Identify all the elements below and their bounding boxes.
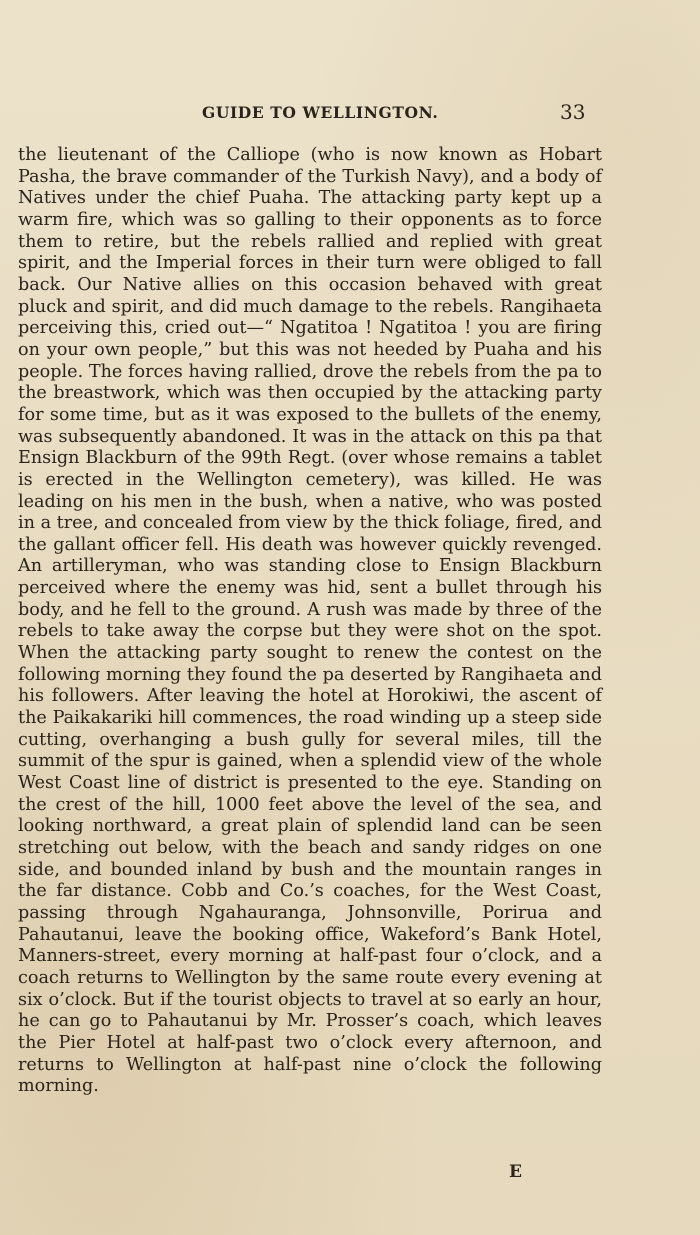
- signature-mark: E: [509, 1162, 522, 1182]
- body-paragraph: the lieutenant of the Calliope (who is now known as Hobart Pasha, the brave commander of the Turkish Navy), and a body of Natives under the chief Puaha. The attacking party kept up a warm fire, which was so galling to their opponents as to force them to retire, but the rebels rallied and replied with great spirit, and the Imperial forces in their turn were obliged to fall back. Our Native allies on this occasion behaved with great pluck and spirit, and did much damage to the rebels. Rangihaeta perceiving this, cried out—“ Ngatitoa ! Ngatitoa ! you are firing on your own people,” but this was not heeded by Puaha and his people. The forces having rallied, drove the rebels from the pa to the breastwork, which was then occupied by the attacking party for some time, but as it was exposed to the bullets of the enemy, was subsequently abandoned. It was in the attack on this pa that Ensign Blackburn of the 99th Regt. (over whose remains a tablet is erected in the Wellington cemetery), was killed. He was leading on his men in the bush, when a native, who was posted in a tree, and concealed from view by the thick foliage, fired, and the gallant officer fell. His death was however quickly revenged. An artilleryman, who was standing close to Ensign Blackburn perceived where the enemy was hid, sent a bullet through his body, and he fell to the ground. A rush was made by three of the rebels to take away the corpse but they were shot on the spot. When the attacking party sought to renew the contest on the following morning they found the pa deserted by Rangihaeta and his followers. After leaving the hotel at Horokiwi, the ascent of the Paikakariki hill commences, the road winding up a steep side cutting, overhanging a bush gully for several miles, till the summit of the spur is gained, when a splendid view of the whole West Coast line of district is presented to the eye. Standing on the crest of the hill, 1000 feet above the level of the sea, and looking northward, a great plain of splendid land can be seen stretching out below, with the beach and sandy ridges on one side, and bounded inland by bush and the mountain ranges in the far distance. Cobb and Co.’s coaches, for the West Coast, passing through Ngahauranga, Johnsonville, Porirua and Pahautanui, leave the booking office, Wakeford’s Bank Hotel, Manners-street, every morning at half-past four o’clock, and a coach returns to Wellington by the same route every evening at six o’clock. But if the tourist objects to travel at so early an hour, he can go to Pahautanui by Mr. Prosser’s coach, which leaves the Pier Hotel at half-past two o’clock every afternoon, and returns to Wellington at half-past nine o’clock the following morning.: [18, 145, 602, 1097]
- running-head: [0, 100, 700, 129]
- page-number: 33: [560, 100, 586, 124]
- running-title: GUIDE TO WELLINGTON.: [202, 103, 439, 122]
